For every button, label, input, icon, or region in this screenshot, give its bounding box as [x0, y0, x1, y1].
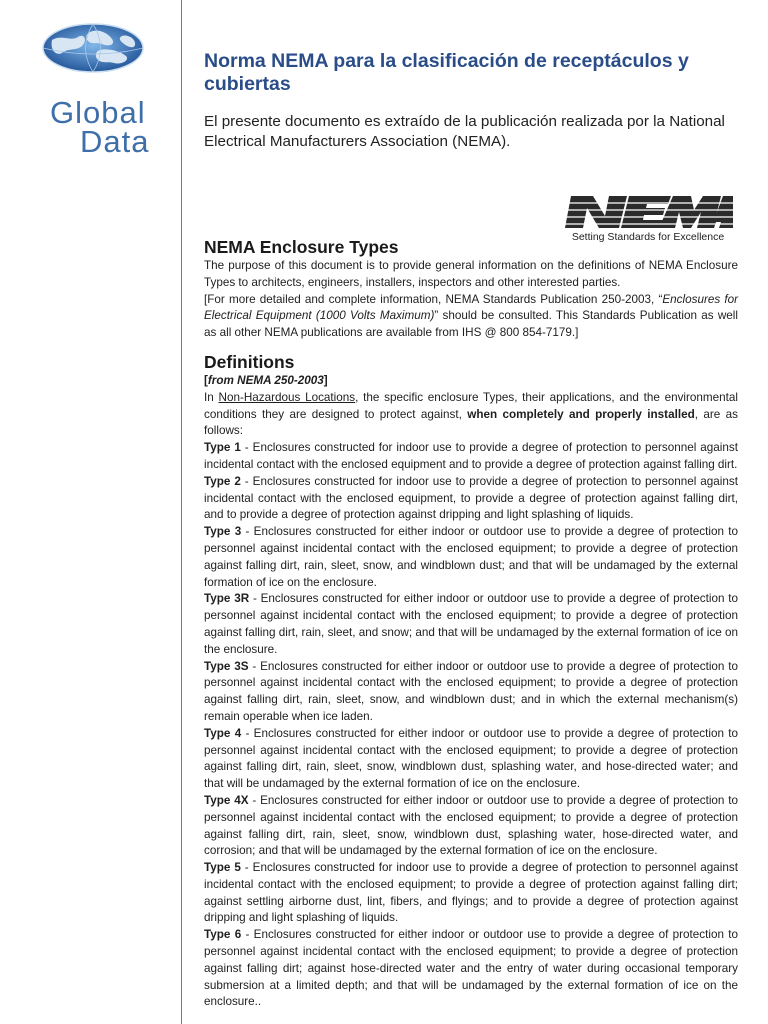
- source-name: from NEMA 250-2003: [207, 373, 324, 387]
- type-description: - Enclosures constructed for either indoor or outdoor use to provide a degree of protection to personnel against incidental contact with the enclosed equipment; to provide a degree of protection against falling dirt, rain, sleet, snow, windblown dust, splashing water, hose-directed water, and corrosion; and that will be undamaged by the external formation of ice on the enclosure.: [204, 793, 738, 858]
- lead-in-middle: , the specific enclosure Types, their applications, and the environmental conditions they are designed to protect against,: [204, 390, 738, 421]
- type-label: Type 3R: [204, 592, 250, 606]
- source-bracket-open: [: [204, 373, 208, 387]
- type-label: Type 6: [204, 928, 242, 942]
- type-label: Type 4: [204, 726, 242, 740]
- type-description: - Enclosures constructed for either indoor or outdoor use to provide a degree of protection to personnel against incidental contact with the enclosed equipment; to provide a degree of protection against falling dirt, rain, sleet, and snow; and that will be undamaged by the external formation of ice on the enclosure.: [204, 592, 738, 656]
- type-label: Type 2: [204, 474, 241, 488]
- type-label: Type 1: [204, 441, 241, 455]
- section-heading-definitions: Definitions: [204, 351, 295, 372]
- type-description: - Enclosures constructed for indoor use to provide a degree of protection to personnel against incidental contact with the enclosed equipment, to provide a degree of protection against falling dirt, and to provide a degree of protection against dripping and light splashing of liquids.: [204, 474, 738, 522]
- type-definition: [204, 860, 738, 927]
- intro-paragraph: The purpose of this document is to provide general information on the definitions of NEMA Enclosure Types to architects, engineers, installers, inspectors and other interested parties.: [204, 259, 738, 289]
- lead-in-end: , are as follows:: [204, 407, 738, 438]
- type-description: - Enclosures constructed for either indoor or outdoor use to provide a degree of protection to personnel against incidental contact with the enclosed equipment; to provide a degree of protection against falling dirt, rain, sleet, snow, windblown dust, splashing water, and hose-directed water; and that will be undamaged by the external formation of ice on the enclosure.: [204, 726, 738, 791]
- definitions-source: [204, 373, 738, 390]
- type-definition: [204, 524, 738, 591]
- type-definition: [204, 440, 738, 474]
- installation-emphasis: when completely and properly installed: [467, 407, 695, 421]
- logo-word-data: Data: [80, 124, 150, 159]
- type-description: - Enclosures constructed for either indoor or outdoor use to provide a degree of protection to personnel against incidental contact with the enclosed equipment; to provide a degree of protection against falling dirt; against hose-directed water and the entry of water during occasional temporary submersion at a limited depth; and that will be undamaged by the external formation of ice on the enclosure..: [204, 928, 738, 1009]
- logo-word-global: Global: [50, 95, 146, 130]
- global-data-logo: [22, 18, 172, 159]
- page-title: Norma NEMA para la clasificación de receptáculos y cubiertas: [204, 50, 689, 95]
- type-definition: [204, 726, 738, 793]
- type-definition: [204, 793, 738, 860]
- type-definition: [204, 591, 738, 658]
- section-heading-enclosure-types: NEMA Enclosure Types: [204, 237, 399, 257]
- type-label: Type 5: [204, 861, 241, 875]
- page-subtitle: El presente documento es extraído de la publicación realizada por la National Electrical Manufacturers Association (NEMA).: [204, 113, 725, 150]
- type-description: - Enclosures constructed for indoor use to provide a degree of protection to personnel against incidental contact with the enclosed equipment and to provide a degree of protection against falling dirt.: [204, 441, 738, 471]
- source-bracket-close: ]: [323, 373, 328, 387]
- type-definition: [204, 659, 738, 726]
- nema-tagline: Setting Standards for Excellence: [571, 231, 725, 243]
- definitions-lead-in: [204, 390, 738, 440]
- type-label: Type 3: [204, 525, 242, 539]
- type-description: - Enclosures constructed for either indoor or outdoor use to provide a degree of protection to personnel against incidental contact with the enclosed equipment; to provide a degree of protection against falling dirt, rain, sleet, snow, and windblown dust; and that will be undamaged by the external formation of ice on the enclosure.: [204, 525, 738, 589]
- type-label: Type 3S: [204, 659, 249, 673]
- type-definition: [204, 474, 738, 524]
- publication-title: Enclosures for Electrical Equipment (1000 Volts Maximum): [204, 292, 739, 323]
- page-divider-line: [181, 0, 182, 1024]
- non-hazardous-locations-text: Non-Hazardous Locations: [218, 390, 356, 404]
- type-definition: [204, 927, 738, 1011]
- lead-in-start: In: [204, 390, 219, 404]
- globe-icon: [38, 20, 148, 76]
- reference-text-end: ” should be consulted. This Standards Publication as well as all other NEMA publications are available from IHS @ 800 854-7179.]: [204, 309, 738, 340]
- document-body: [204, 236, 738, 1011]
- type-description: - Enclosures constructed for indoor use to provide a degree of protection to personnel against incidental contact with the enclosed equipment; to provide a degree of protection against falling dirt; against settling airborne dust, lint, fibers, and flyings; and to provide a degree of protection against dripping and light splashing of liquids.: [204, 861, 738, 925]
- type-description: - Enclosures constructed for either indoor or outdoor use to provide a degree of protection to personnel against incidental contact with the enclosed equipment; to provide a degree of protection against falling dirt, rain, sleet, snow, and windblown dust; and in which the external mechanism(s) remain operable when ice laden.: [204, 659, 738, 723]
- reference-paragraph: [204, 292, 738, 342]
- reference-text-start: [For more detailed and complete information, NEMA Standards Publication 250-2003, “: [204, 292, 663, 306]
- type-label: Type 4X: [204, 793, 249, 807]
